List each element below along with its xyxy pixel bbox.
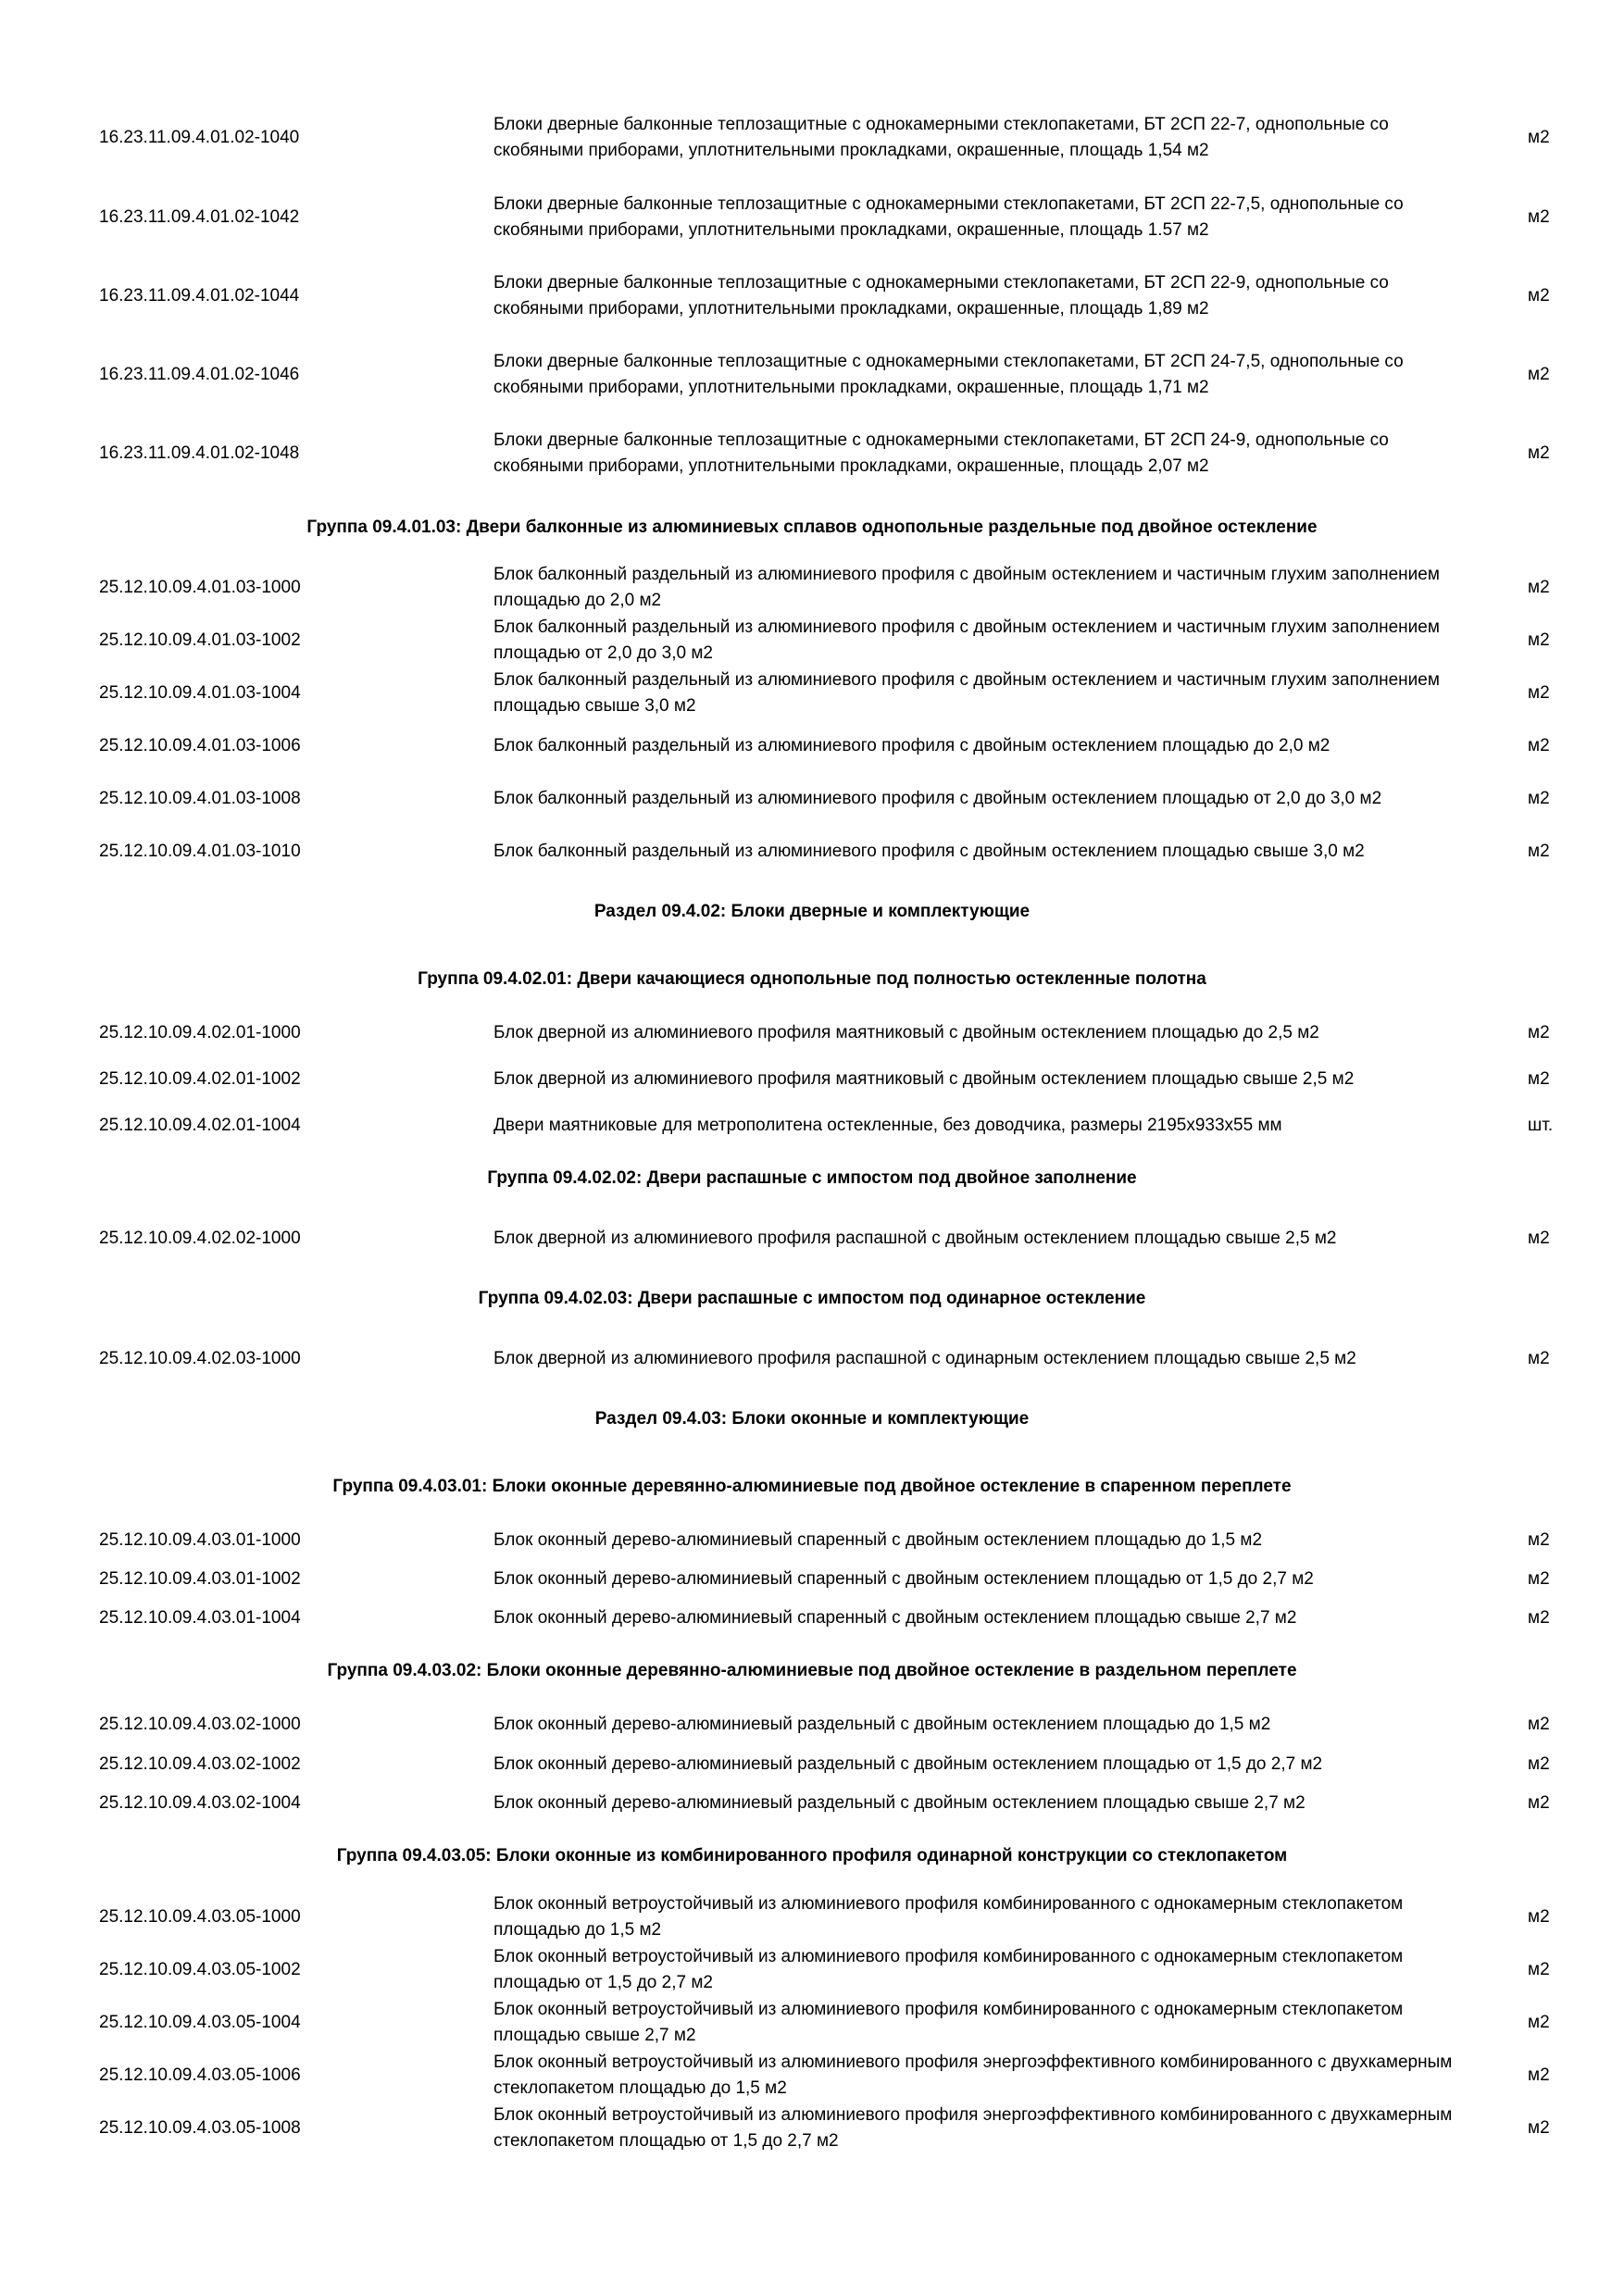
section-heading-text: Группа 09.4.03.01: Блоки оконные деревянно-алюминиевые под двойное остекление в спаренном переплете: [332, 1477, 1292, 1496]
row-code: 25.12.10.09.4.03.01-1002: [99, 1569, 301, 1589]
row-desc: Блок дверной из алюминиевого профиля распашной с одинарным остеклением площадью свыше 2,5 м2: [493, 1349, 1356, 1368]
row-code: 25.12.10.09.4.01.03-1008: [99, 789, 301, 808]
row-unit: м2: [1528, 286, 1550, 306]
row-desc: Блок оконный ветроустойчивый из алюминиевого профиля энергоэффективного комбинированного с двухкамерным стеклопакетом площадью до 1,5 м2: [493, 2053, 1453, 2098]
row-code: 25.12.10.09.4.01.03-1006: [99, 736, 301, 755]
row-unit: м2: [1528, 1608, 1550, 1628]
row-desc: Блок балконный раздельный из алюминиевого профиля с двойным остеклением площадью свыше 3,0 м2: [493, 842, 1365, 861]
row-unit: м2: [1528, 1907, 1550, 1927]
section-heading: [0, 967, 1624, 992]
row-code: 25.12.10.09.4.03.05-1002: [99, 1960, 301, 1979]
row-code: 25.12.10.09.4.03.05-1008: [99, 2118, 301, 2138]
row-code: 25.12.10.09.4.03.05-1006: [99, 2065, 301, 2085]
section-heading-text: Группа 09.4.02.03: Двери распашные с импостом под одинарное остекление: [478, 1289, 1146, 1308]
row-code: 25.12.10.09.4.03.05-1000: [99, 1907, 301, 1927]
row-desc: Блок дверной из алюминиевого профиля распашной с двойным остеклением площадью свыше 2,5 м2: [493, 1229, 1337, 1248]
row-code: 25.12.10.09.4.02.03-1000: [99, 1349, 301, 1368]
row-unit: м2: [1528, 2065, 1550, 2085]
row-unit: м2: [1528, 578, 1550, 597]
section-heading: [0, 1286, 1624, 1312]
section-heading: [0, 1406, 1624, 1432]
row-code: 16.23.11.09.4.01.02-1042: [99, 207, 300, 227]
row-unit: м2: [1528, 1793, 1550, 1813]
row-unit: м2: [1528, 1569, 1550, 1589]
row-desc: Блок оконный ветроустойчивый из алюминиевого профиля комбинированного с однокамерным стеклопакетом площадью от 1,5 до 2,7 м2: [493, 1947, 1404, 1992]
section-heading: [0, 1166, 1624, 1192]
row-code: 25.12.10.09.4.03.02-1000: [99, 1715, 301, 1734]
row-unit: м2: [1528, 1530, 1550, 1550]
section-heading: [0, 515, 1624, 541]
section-heading-text: Группа 09.4.03.02: Блоки оконные деревянно-алюминиевые под двойное остекление в раздельном переплете: [327, 1661, 1297, 1680]
section-heading-text: Группа 09.4.02.01: Двери качающиеся однопольные под полностью остекленные полотна: [418, 969, 1206, 989]
row-unit: м2: [1528, 1754, 1550, 1774]
row-unit: м2: [1528, 1960, 1550, 1979]
row-code: 16.23.11.09.4.01.02-1048: [99, 443, 300, 463]
row-desc: Блок оконный дерево-алюминиевый раздельный с двойным остеклением площадью от 1,5 до 2,7 м2: [493, 1754, 1323, 1774]
row-desc: Блок балконный раздельный из алюминиевого профиля с двойным остеклением площадью от 2,0 до 3,0 м2: [493, 789, 1382, 808]
row-code: 25.12.10.09.4.01.03-1002: [99, 630, 301, 650]
row-unit: м2: [1528, 2118, 1550, 2138]
section-heading: [0, 1658, 1624, 1684]
row-unit: м2: [1528, 443, 1550, 463]
row-code: 25.12.10.09.4.03.02-1002: [99, 1754, 301, 1774]
row-unit: м2: [1528, 1023, 1550, 1042]
row-unit: м2: [1528, 1715, 1550, 1734]
row-desc: Блок дверной из алюминиевого профиля маятниковый с двойным остеклением площадью до 2,5 м2: [493, 1023, 1319, 1042]
row-desc: Блок оконный дерево-алюминиевый спаренный с двойным остеклением площадью свыше 2,7 м2: [493, 1608, 1297, 1628]
row-unit: м2: [1528, 365, 1550, 384]
section-heading-text: Раздел 09.4.02: Блоки дверные и комплектующие: [593, 902, 1031, 921]
row-desc: Блоки дверные балконные теплозащитные с однокамерными стеклопакетами, БТ 2СП 22-9, однопольные со скобяными приборами, уплотнительными прокладками, окрашенные, площадь 1,89 м2: [493, 273, 1389, 318]
row-desc: Блоки дверные балконные теплозащитные с однокамерными стеклопакетами, БТ 2СП 22-7,5, однопольные со скобяными приборами, уплотнительными прокладками, окрашенные, площадь 1.57 м2: [493, 194, 1404, 240]
row-unit: м2: [1528, 1229, 1550, 1248]
row-unit: м2: [1528, 2013, 1550, 2032]
row-desc: Блок оконный дерево-алюминиевый раздельный с двойным остеклением площадью свыше 2,7 м2: [493, 1793, 1305, 1813]
row-unit: м2: [1528, 1069, 1550, 1089]
row-desc: Блок оконный дерево-алюминиевый раздельный с двойным остеклением площадью до 1,5 м2: [493, 1715, 1271, 1734]
row-code: 25.12.10.09.4.03.05-1004: [99, 2013, 301, 2032]
row-desc: Блок оконный ветроустойчивый из алюминиевого профиля энергоэффективного комбинированного с двухкамерным стеклопакетом площадью от 1,5 до 2,7 м2: [493, 2105, 1453, 2151]
row-code: 25.12.10.09.4.02.01-1004: [99, 1116, 301, 1135]
row-desc: Блок оконный ветроустойчивый из алюминиевого профиля комбинированного с однокамерным стеклопакетом площадью свыше 2,7 м2: [493, 2000, 1404, 2045]
row-unit: м2: [1528, 630, 1550, 650]
row-unit: м2: [1528, 207, 1550, 227]
section-heading: [0, 1474, 1624, 1500]
section-heading-text: Группа 09.4.02.02: Двери распашные с импостом под двойное заполнение: [487, 1168, 1137, 1188]
section-heading: [0, 899, 1624, 925]
row-desc: Блок балконный раздельный из алюминиевого профиля с двойным остеклением и частичным глухим заполнением площадью свыше 3,0 м2: [493, 670, 1440, 716]
row-unit: м2: [1528, 789, 1550, 808]
row-desc: Двери маятниковые для метрополитена остекленные, без доводчика, размеры 2195х933х55 мм: [493, 1116, 1282, 1135]
row-desc: Блоки дверные балконные теплозащитные с однокамерными стеклопакетами, БТ 2СП 24-9, однопольные со скобяными приборами, уплотнительными прокладками, окрашенные, площадь 2,07 м2: [493, 430, 1389, 476]
row-code: 25.12.10.09.4.01.03-1000: [99, 578, 301, 597]
row-desc: Блок дверной из алюминиевого профиля маятниковый с двойным остеклением площадью свыше 2,5 м2: [493, 1069, 1355, 1089]
row-desc: Блок балконный раздельный из алюминиевого профиля с двойным остеклением площадью до 2,0 м2: [493, 736, 1330, 755]
row-desc: Блоки дверные балконные теплозащитные с однокамерными стеклопакетами, БТ 2СП 22-7, однопольные со скобяными приборами, уплотнительными прокладками, окрашенные, площадь 1,54 м2: [493, 115, 1389, 160]
row-code: 25.12.10.09.4.01.03-1010: [99, 842, 301, 861]
row-desc: Блок балконный раздельный из алюминиевого профиля с двойным остеклением и частичным глухим заполнением площадью от 2,0 до 3,0 м2: [493, 618, 1440, 663]
row-code: 25.12.10.09.4.02.01-1002: [99, 1069, 301, 1089]
row-code: 16.23.11.09.4.01.02-1044: [99, 286, 300, 306]
row-code: 25.12.10.09.4.02.01-1000: [99, 1023, 301, 1042]
row-unit: шт.: [1528, 1116, 1554, 1135]
row-code: 16.23.11.09.4.01.02-1040: [99, 128, 300, 147]
row-code: 25.12.10.09.4.01.03-1004: [99, 683, 301, 703]
row-unit: м2: [1528, 736, 1550, 755]
row-code: 25.12.10.09.4.02.02-1000: [99, 1229, 301, 1248]
row-unit: м2: [1528, 683, 1550, 703]
row-unit: м2: [1528, 1349, 1550, 1368]
section-heading: [0, 1843, 1624, 1869]
section-heading-text: Группа 09.4.01.03: Двери балконные из алюминиевых сплавов однопольные раздельные под двойное остекление: [306, 518, 1318, 537]
row-code: 16.23.11.09.4.01.02-1046: [99, 365, 300, 384]
row-desc: Блок оконный дерево-алюминиевый спаренный с двойным остеклением площадью до 1,5 м2: [493, 1530, 1263, 1550]
row-code: 25.12.10.09.4.03.02-1004: [99, 1793, 301, 1813]
row-code: 25.12.10.09.4.03.01-1004: [99, 1608, 301, 1628]
row-desc: Блок оконный ветроустойчивый из алюминиевого профиля комбинированного с однокамерным стеклопакетом площадью до 1,5 м2: [493, 1894, 1404, 1940]
section-heading-text: Раздел 09.4.03: Блоки оконные и комплектующие: [594, 1409, 1030, 1429]
section-heading-text: Группа 09.4.03.05: Блоки оконные из комбинированного профиля одинарной конструкции со стеклопакетом: [336, 1846, 1288, 1866]
row-unit: м2: [1528, 842, 1550, 861]
row-desc: Блок оконный дерево-алюминиевый спаренный с двойным остеклением площадью от 1,5 до 2,7 м2: [493, 1569, 1314, 1589]
row-unit: м2: [1528, 128, 1550, 147]
row-desc: Блок балконный раздельный из алюминиевого профиля с двойным остеклением и частичным глухим заполнением площадью до 2,0 м2: [493, 565, 1440, 610]
row-code: 25.12.10.09.4.03.01-1000: [99, 1530, 301, 1550]
row-desc: Блоки дверные балконные теплозащитные с однокамерными стеклопакетами, БТ 2СП 24-7,5, однопольные со скобяными приборами, уплотнительными прокладками, окрашенные, площадь 1,71 м2: [493, 352, 1404, 397]
